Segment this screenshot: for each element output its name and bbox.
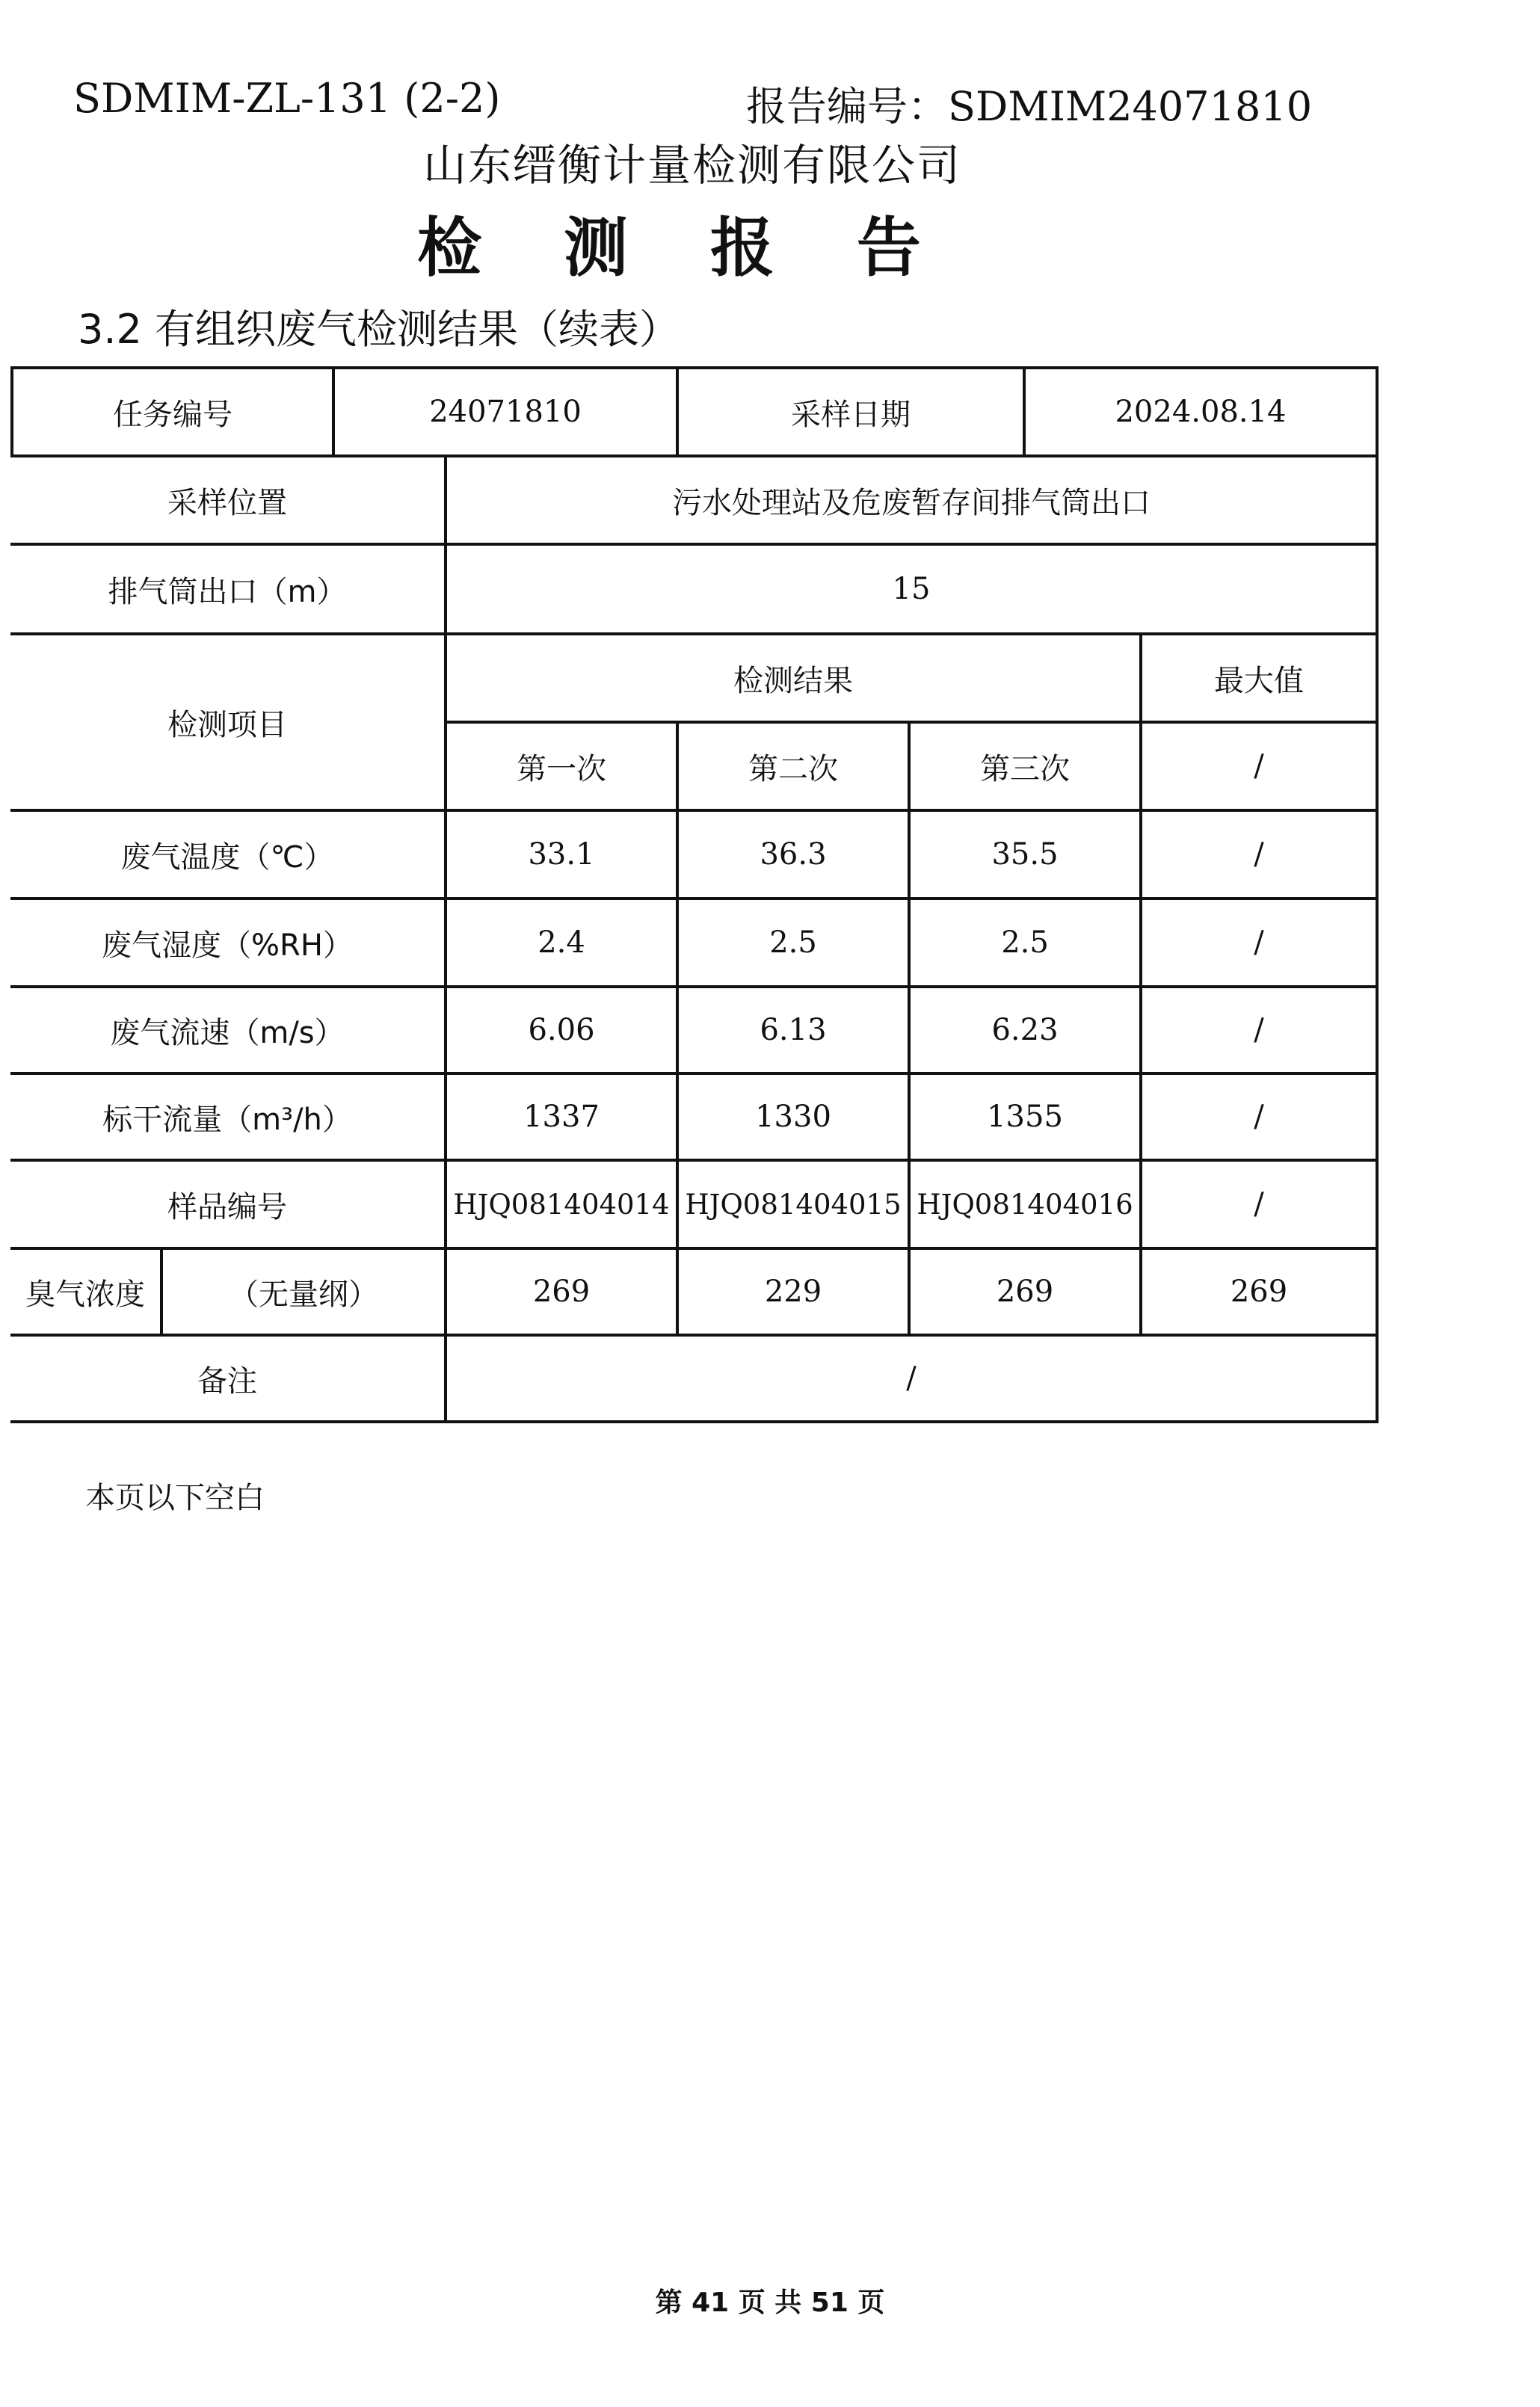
result-header: 检测结果: [733, 663, 853, 698]
odor-value: 269: [532, 1275, 591, 1309]
stack-height-value: 15: [892, 572, 931, 606]
table-rule: [10, 1420, 1379, 1423]
run-2-header: 第二次: [748, 751, 838, 786]
row-label: 废气流速（m/s）: [110, 1015, 345, 1050]
report-number-label: 报告编号：: [746, 83, 948, 130]
row-value: 6.06: [528, 1013, 595, 1047]
row-value: 6.23: [991, 1013, 1059, 1047]
row-value: 6.13: [760, 1013, 827, 1047]
odor-unit: （无量纲）: [229, 1277, 378, 1312]
row-value: HJQ081404014: [453, 1188, 670, 1221]
row-value: 1337: [523, 1100, 600, 1134]
row-value: 2.5: [1001, 925, 1049, 960]
remarks-value: /: [906, 1361, 917, 1396]
row-max: /: [1254, 1187, 1264, 1221]
item-header: 检测项目: [167, 707, 287, 742]
row-value: 2.5: [769, 925, 817, 960]
run-3-header: 第三次: [980, 751, 1070, 786]
task-no-value: 24071810: [429, 395, 582, 429]
location-label: 采样位置: [167, 485, 287, 520]
odor-max: 269: [1230, 1275, 1288, 1309]
report-number-value: SDMIM24071810: [948, 83, 1313, 130]
odor-value: 229: [764, 1275, 822, 1309]
location-value: 污水处理站及危废暂存间排气筒出口: [672, 485, 1151, 520]
document-title: 检 测 报 告: [417, 211, 951, 286]
remarks-label: 备注: [197, 1363, 257, 1399]
row-label: 废气温度（℃）: [120, 839, 334, 875]
form-code: SDMIM-ZL-131 (2-2): [73, 75, 501, 122]
blank-below-note: 本页以下空白: [85, 1481, 265, 1515]
row-value: 33.1: [528, 837, 595, 872]
row-max: /: [1254, 1013, 1264, 1047]
row-value: 35.5: [991, 837, 1059, 872]
stack-height-label: 排气筒出口（m）: [108, 574, 347, 609]
odor-label: 臭气浓度: [25, 1277, 145, 1312]
row-max: /: [1254, 1100, 1264, 1134]
row-value: HJQ081404015: [685, 1188, 902, 1221]
task-no-label: 任务编号: [113, 397, 232, 432]
row-value: HJQ081404016: [917, 1188, 1133, 1221]
row-label: 废气湿度（%RH）: [102, 928, 353, 963]
sample-date-label: 采样日期: [791, 397, 911, 432]
row-value: 2.4: [538, 925, 585, 960]
run-1-header: 第一次: [517, 751, 606, 786]
row-label: 标干流量（m³/h）: [102, 1102, 352, 1137]
row-value: 36.3: [760, 837, 827, 872]
row-max: /: [1254, 837, 1264, 872]
run-max-placeholder: /: [1254, 749, 1264, 783]
row-max: /: [1254, 925, 1264, 960]
row-value: 1330: [755, 1100, 831, 1134]
row-label: 样品编号: [167, 1189, 287, 1224]
max-header: 最大值: [1214, 663, 1304, 698]
sample-date-value: 2024.08.14: [1115, 395, 1287, 429]
report-number: [746, 75, 1312, 132]
company-name: 山东缙衡计量检测有限公司: [423, 140, 962, 191]
section-title: 3.2 有组织废气检测结果（续表）: [78, 306, 680, 353]
table-rule: [1376, 366, 1379, 1423]
row-value: 1355: [987, 1100, 1063, 1134]
odor-value: 269: [996, 1275, 1054, 1309]
page-number: 第 41 页 共 51 页: [655, 2287, 885, 2318]
